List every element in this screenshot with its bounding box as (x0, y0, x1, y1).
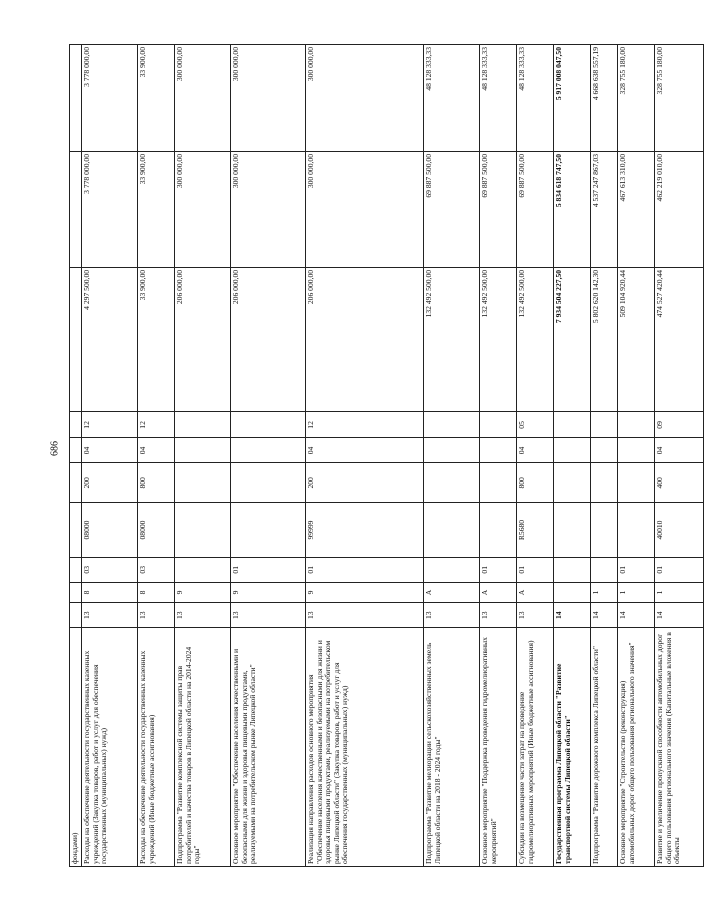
table-cell-c1: 13 (82, 603, 138, 628)
table-cell-c3 (554, 557, 591, 582)
table-cell-c5: 800 (138, 463, 175, 503)
table-cell-c6 (231, 438, 306, 463)
table-cell-v1: 206 000,00 (231, 267, 306, 411)
table-cell-name: Государственная программа Липецкой области "Развитие транспортной системы Липецкой области" (554, 628, 591, 867)
table-cell-name: Подпрограмма "Развитие мелиорации сельскохозяйственных земель Липецкой области на 2018 - 2024 годы" (424, 628, 480, 867)
table-row (82, 45, 138, 867)
table-cell-c3 (70, 557, 82, 582)
table-cell-v3: 33 900,00 (138, 45, 175, 152)
table-cell-name: Основное мероприятие "Обеспечение населения качественными и безопасными для жизни и здоровья пищевыми продуктами, реализуемыми на потребительском рынке Липецкой области" (231, 628, 306, 867)
table-row (591, 45, 618, 867)
table-cell-v2: 300 000,00 (231, 151, 306, 267)
table-cell-name: Основное мероприятие "Поддержка проведения гидромелиоративных мероприятий" (480, 628, 517, 867)
table-cell-v3: 300 000,00 (306, 45, 424, 152)
page-number: 686 (49, 441, 61, 456)
table-row (306, 45, 424, 867)
table-cell-v3: 300 000,00 (231, 45, 306, 152)
table-cell-c4: 99999 (306, 503, 424, 558)
table-cell-v3: 328 755 180,00 (655, 45, 704, 152)
table-row (70, 45, 82, 867)
table-cell-c1: 14 (554, 603, 591, 628)
table-cell-v3: 48 128 333,33 (424, 45, 480, 152)
table-cell-v2 (70, 151, 82, 267)
table-cell-c5 (618, 463, 655, 503)
table-cell-name: Реализация направления расходов основного мероприятия "Обеспечение населения качественными и безопасными для жизни и здоровья пищевыми продуктами, реализуемыми на потребительском рынке Липецкой области" (Закупка товаров, работ и услуг для обеспечения государственных (муниципальных) нужд) (306, 628, 424, 867)
table-cell-c3: 01 (655, 557, 704, 582)
table-cell-v3: 5 917 008 047,50 (554, 45, 591, 152)
table-cell-v2: 69 887 500,00 (424, 151, 480, 267)
table-cell-c4: 40010 (655, 503, 704, 558)
table-cell-c2: 1 (591, 582, 618, 602)
table-cell-name: Расходы на обеспечение деятельности государственных казенных учреждений (Иные бюджетные ассигнования) (138, 628, 175, 867)
table-cell-c5 (175, 463, 231, 503)
table-cell-v2: 300 000,00 (175, 151, 231, 267)
table-cell-c5 (70, 463, 82, 503)
table-cell-c6 (175, 438, 231, 463)
table-cell-name: Развитие и увеличение пропускной способности автомобильных дорог общего пользования регионального значения (Капитальные вложения в объекты (655, 628, 704, 867)
table-cell-c6 (424, 438, 480, 463)
table-row (517, 45, 554, 867)
table-cell-c7 (618, 412, 655, 438)
table-cell-c2: 9 (306, 582, 424, 602)
table-cell-c2 (70, 582, 82, 602)
table-cell-name: Подпрограмма "Развитие комплексной системы защиты прав потребителей и качества товаров в Липецкой области на 2014-2024 годы" (175, 628, 231, 867)
table-cell-c5: 400 (655, 463, 704, 503)
table-cell-v2: 33 900,00 (138, 151, 175, 267)
table-cell-c5: 800 (517, 463, 554, 503)
table-cell-c6 (554, 438, 591, 463)
table-row (175, 45, 231, 867)
table-cell-c7: 12 (138, 412, 175, 438)
table-cell-c5 (231, 463, 306, 503)
table-cell-c2: А (424, 582, 480, 602)
table-cell-v3: 300 000,00 (175, 45, 231, 152)
table-cell-c2: 1 (655, 582, 704, 602)
table-cell-v3: 4 668 638 557,19 (591, 45, 618, 152)
table-cell-v2: 69 887 500,00 (480, 151, 517, 267)
table-cell-c1: 13 (175, 603, 231, 628)
table-cell-v1: 474 527 420,44 (655, 267, 704, 411)
table-cell-c7: 09 (655, 412, 704, 438)
table-cell-c3: 01 (618, 557, 655, 582)
table-cell-name: Расходы на обеспечение деятельности государственных казенных учреждений (Закупка товаров, работ и услуг для обеспечения государственных (муниципальных) нужд) (82, 628, 138, 867)
table-cell-v1: 509 104 920,44 (618, 267, 655, 411)
table-cell-c7 (175, 412, 231, 438)
table-cell-v1: 132 492 500,00 (480, 267, 517, 411)
table-cell-c5 (424, 463, 480, 503)
table-cell-v3 (70, 45, 82, 152)
table-cell-c7: 12 (82, 412, 138, 438)
table-cell-c3 (175, 557, 231, 582)
table-cell-c6: 04 (82, 438, 138, 463)
table-cell-c1: 14 (591, 603, 618, 628)
table-cell-v2: 462 219 010,00 (655, 151, 704, 267)
table-cell-c2 (554, 582, 591, 602)
table-cell-c3: 03 (138, 557, 175, 582)
table-cell-c4 (591, 503, 618, 558)
table-cell-v1: 5 802 620 142,30 (591, 267, 618, 411)
table-cell-v2: 3 778 000,00 (82, 151, 138, 267)
table-cell-c2: 9 (231, 582, 306, 602)
table-cell-c1: 13 (306, 603, 424, 628)
table-cell-v1: 7 934 504 227,50 (554, 267, 591, 411)
table-cell-c4 (554, 503, 591, 558)
table-cell-c1: 13 (231, 603, 306, 628)
table-cell-v1: 132 492 500,00 (424, 267, 480, 411)
table-cell-c3: 03 (82, 557, 138, 582)
table-cell-name: Подпрограмма "Развитие дорожного комплекса Липецкой области" (591, 628, 618, 867)
table-cell-c2: А (517, 582, 554, 602)
table-cell-v2: 69 887 500,00 (517, 151, 554, 267)
table-cell-c7: 05 (517, 412, 554, 438)
table-cell-c2: 8 (138, 582, 175, 602)
table-cell-c6: 04 (655, 438, 704, 463)
table-cell-c7 (554, 412, 591, 438)
table-cell-c6: 04 (138, 438, 175, 463)
table-cell-c2: 9 (175, 582, 231, 602)
table-cell-c5: 200 (306, 463, 424, 503)
table-cell-v3: 328 755 180,00 (618, 45, 655, 152)
table-cell-c6: 04 (306, 438, 424, 463)
table-cell-v1: 132 492 500,00 (517, 267, 554, 411)
table-cell-c1: 13 (424, 603, 480, 628)
table-cell-c1: 13 (138, 603, 175, 628)
table-cell-c1: 13 (517, 603, 554, 628)
table-cell-c3 (591, 557, 618, 582)
table-cell-c7 (591, 412, 618, 438)
table-cell-name: фондами) (70, 628, 82, 867)
table-cell-c4: R5680 (517, 503, 554, 558)
table-cell-c6 (618, 438, 655, 463)
table-row (554, 45, 591, 867)
table-cell-c6 (70, 438, 82, 463)
table-cell-v3: 3 778 000,00 (82, 45, 138, 152)
table-cell-name: Основное мероприятие "Строительство (реконструкция) автомобильных дорог общего пользования регионального значения" (618, 628, 655, 867)
table-cell-c3: 01 (517, 557, 554, 582)
table-cell-c7 (70, 412, 82, 438)
table-cell-c7 (480, 412, 517, 438)
table-row (138, 45, 175, 867)
table-cell-v2: 467 613 310,00 (618, 151, 655, 267)
table-cell-c4 (70, 503, 82, 558)
table-cell-c2: А (480, 582, 517, 602)
table-cell-c4: 08000 (82, 503, 138, 558)
table-cell-v2: 5 834 618 747,50 (554, 151, 591, 267)
table-cell-v1: 33 900,00 (138, 267, 175, 411)
table-cell-v2: 300 000,00 (306, 151, 424, 267)
table-row (424, 45, 480, 867)
table-cell-c3: 01 (480, 557, 517, 582)
table-cell-c4: 08000 (138, 503, 175, 558)
table-cell-c1: 14 (655, 603, 704, 628)
table-cell-c6 (480, 438, 517, 463)
table-cell-name: Субсидии на возмещение части затрат на проведение гидромелиоративных мероприятий (Иные бюджетные ассигнования) (517, 628, 554, 867)
table-cell-c5: 200 (82, 463, 138, 503)
table-cell-c4 (618, 503, 655, 558)
table-cell-c4 (424, 503, 480, 558)
table-cell-v2: 4 537 247 867,03 (591, 151, 618, 267)
table-cell-c4 (480, 503, 517, 558)
table-row (618, 45, 655, 867)
table-cell-c3: 01 (231, 557, 306, 582)
table-cell-c2: 8 (82, 582, 138, 602)
table-cell-c4 (175, 503, 231, 558)
table-cell-c3: 01 (306, 557, 424, 582)
rotated-page-content (69, 44, 681, 867)
table-cell-v3: 48 128 333,33 (480, 45, 517, 152)
table-row (231, 45, 306, 867)
table-cell-v1: 206 000,00 (306, 267, 424, 411)
table-cell-v1: 4 297 500,00 (82, 267, 138, 411)
table-cell-c7 (231, 412, 306, 438)
table-row (655, 45, 704, 867)
table-cell-c7: 12 (306, 412, 424, 438)
table-cell-c4 (231, 503, 306, 558)
table-cell-v1 (70, 267, 82, 411)
table-cell-c3 (424, 557, 480, 582)
table-cell-v3: 48 128 333,33 (517, 45, 554, 152)
budget-table (69, 44, 704, 867)
table-cell-c7 (424, 412, 480, 438)
table-cell-c5 (591, 463, 618, 503)
table-cell-c1 (70, 603, 82, 628)
table-row (480, 45, 517, 867)
table-cell-v1: 206 000,00 (175, 267, 231, 411)
table-cell-c5 (554, 463, 591, 503)
table-cell-c1: 13 (480, 603, 517, 628)
table-cell-c2: 1 (618, 582, 655, 602)
table-cell-c1: 14 (618, 603, 655, 628)
table-cell-c5 (480, 463, 517, 503)
table-cell-c6: 04 (517, 438, 554, 463)
table-cell-c6 (591, 438, 618, 463)
